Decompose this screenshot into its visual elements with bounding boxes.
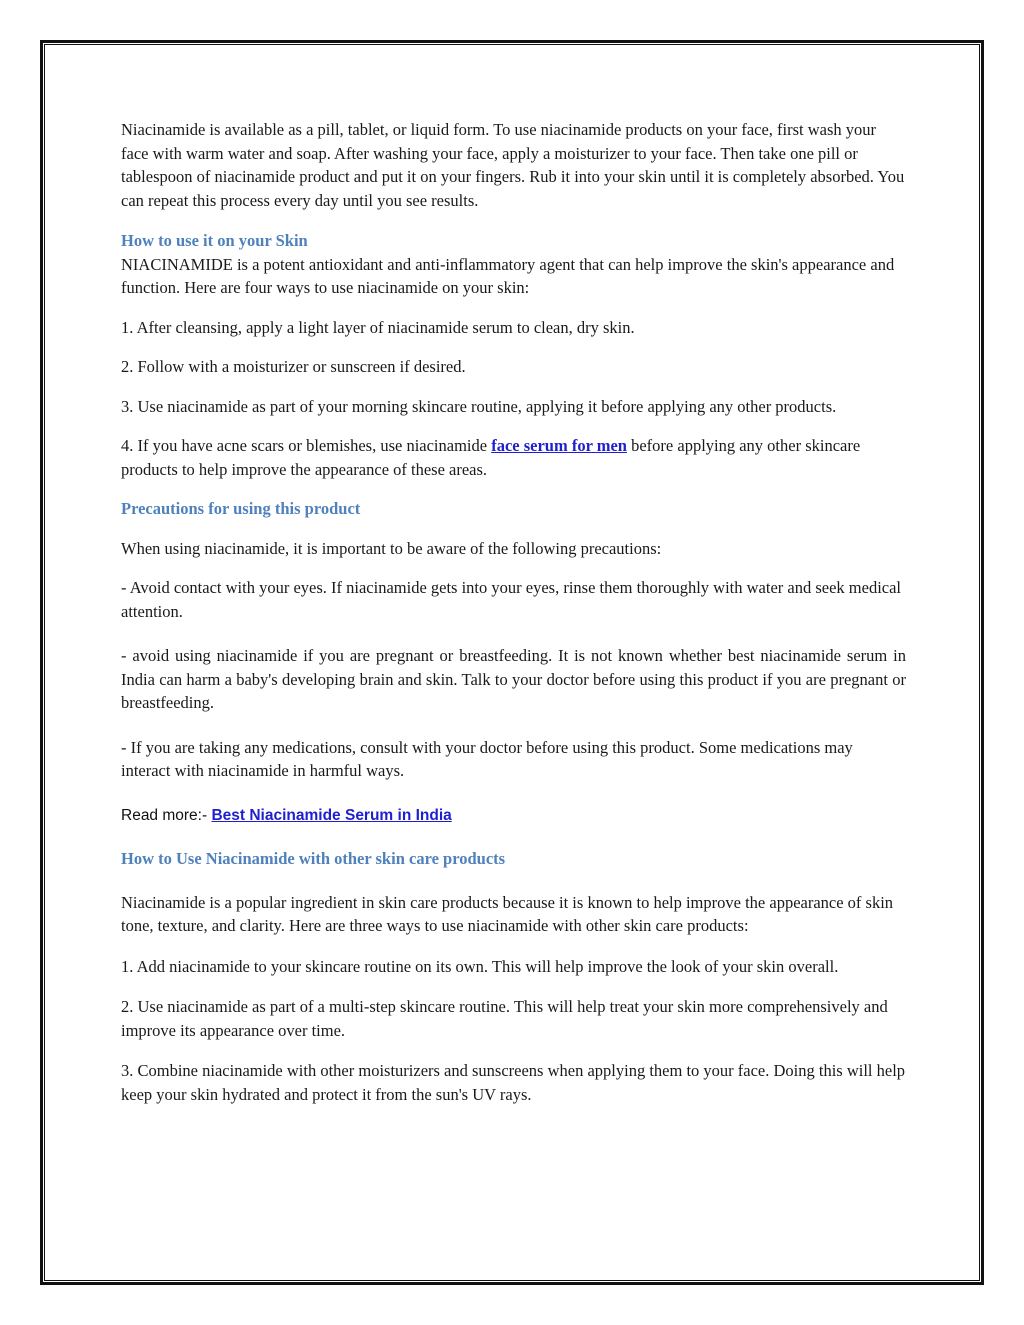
document-body [121, 118, 906, 1106]
skin-step-1: 1. After cleansing, apply a light layer of niacinamide serum to clean, dry skin. [121, 317, 635, 337]
skin-step-4-text-after: before applying any other skincare products to help improve the appearance of these areas. [121, 436, 861, 479]
other-step-1: 1. Add niacinamide to your skincare routine on its own. This will help improve the look of your skin overall. [121, 956, 839, 976]
precaution-item-1: - Avoid contact with your eyes. If niacinamide gets into your eyes, rinse them thoroughly with water and seek medical attention. [121, 578, 902, 621]
other-step-2: 2. Use niacinamide as part of a multi-step skincare routine. This will help treat your skin more comprehensively and improve its appearance over time. [121, 997, 888, 1040]
heading-other-products: How to Use Niacinamide with other skin care products [121, 849, 506, 868]
other-products-intro: Niacinamide is a popular ingredient in skin care products because it is known to help improve the appearance of skin tone, texture, and clarity. Here are three ways to use niacinamide with other skin care products: [121, 892, 894, 935]
precautions-intro: When using niacinamide, it is important to be aware of the following precautions: [121, 538, 662, 558]
skin-intro-paragraph: NIACINAMIDE is a potent antioxidant and anti-inflammatory agent that can help improve the skin's appearance and function. Here are four ways to use niacinamide on your skin: [121, 254, 895, 297]
intro-paragraph: Niacinamide is available as a pill, tablet, or liquid form. To use niacinamide products on your face, first wash your face with warm water and soap. After washing your face, apply a moisturizer to your face. Then take one pill or tablespoon of niacinamide product and put it on your fingers. Rub it into your skin until it is completely absorbed. You can repeat this process every day until you see results. [121, 120, 905, 210]
skin-step-2: 2. Follow with a moisturizer or sunscreen if desired. [121, 357, 466, 376]
read-more-line [121, 804, 906, 828]
skin-step-4-text-before: 4. If you have acne scars or blemishes, use niacinamide [121, 436, 492, 455]
precaution-item-2: - avoid using niacinamide if you are pregnant or breastfeeding. It is not known whether best niacinamide serum in India can harm a baby's developing brain and skin. Talk to your doctor before using this product if you are pregnant or breastfeeding. [121, 646, 906, 712]
skin-step-3: 3. Use niacinamide as part of your morning skincare routine, applying it before applying any other products. [121, 396, 837, 416]
skin-step-4 [121, 434, 906, 481]
best-niacinamide-serum-link[interactable]: Best Niacinamide Serum in India [211, 806, 452, 824]
heading-how-to-use-skin: How to use it on your Skin [121, 231, 308, 250]
other-step-3: 3. Combine niacinamide with other moisturizers and sunscreens when applying them to your face. Doing this will help keep your skin hydrated and protect it from the sun's UV rays. [121, 1061, 906, 1104]
heading-precautions: Precautions for using this product [121, 499, 361, 518]
read-more-label: Read more:- [121, 806, 212, 824]
precaution-item-3: - If you are taking any medications, consult with your doctor before using this product. Some medications may interact with niacinamide in harmful ways. [121, 737, 853, 780]
face-serum-for-men-link[interactable]: face serum for men [491, 436, 627, 455]
